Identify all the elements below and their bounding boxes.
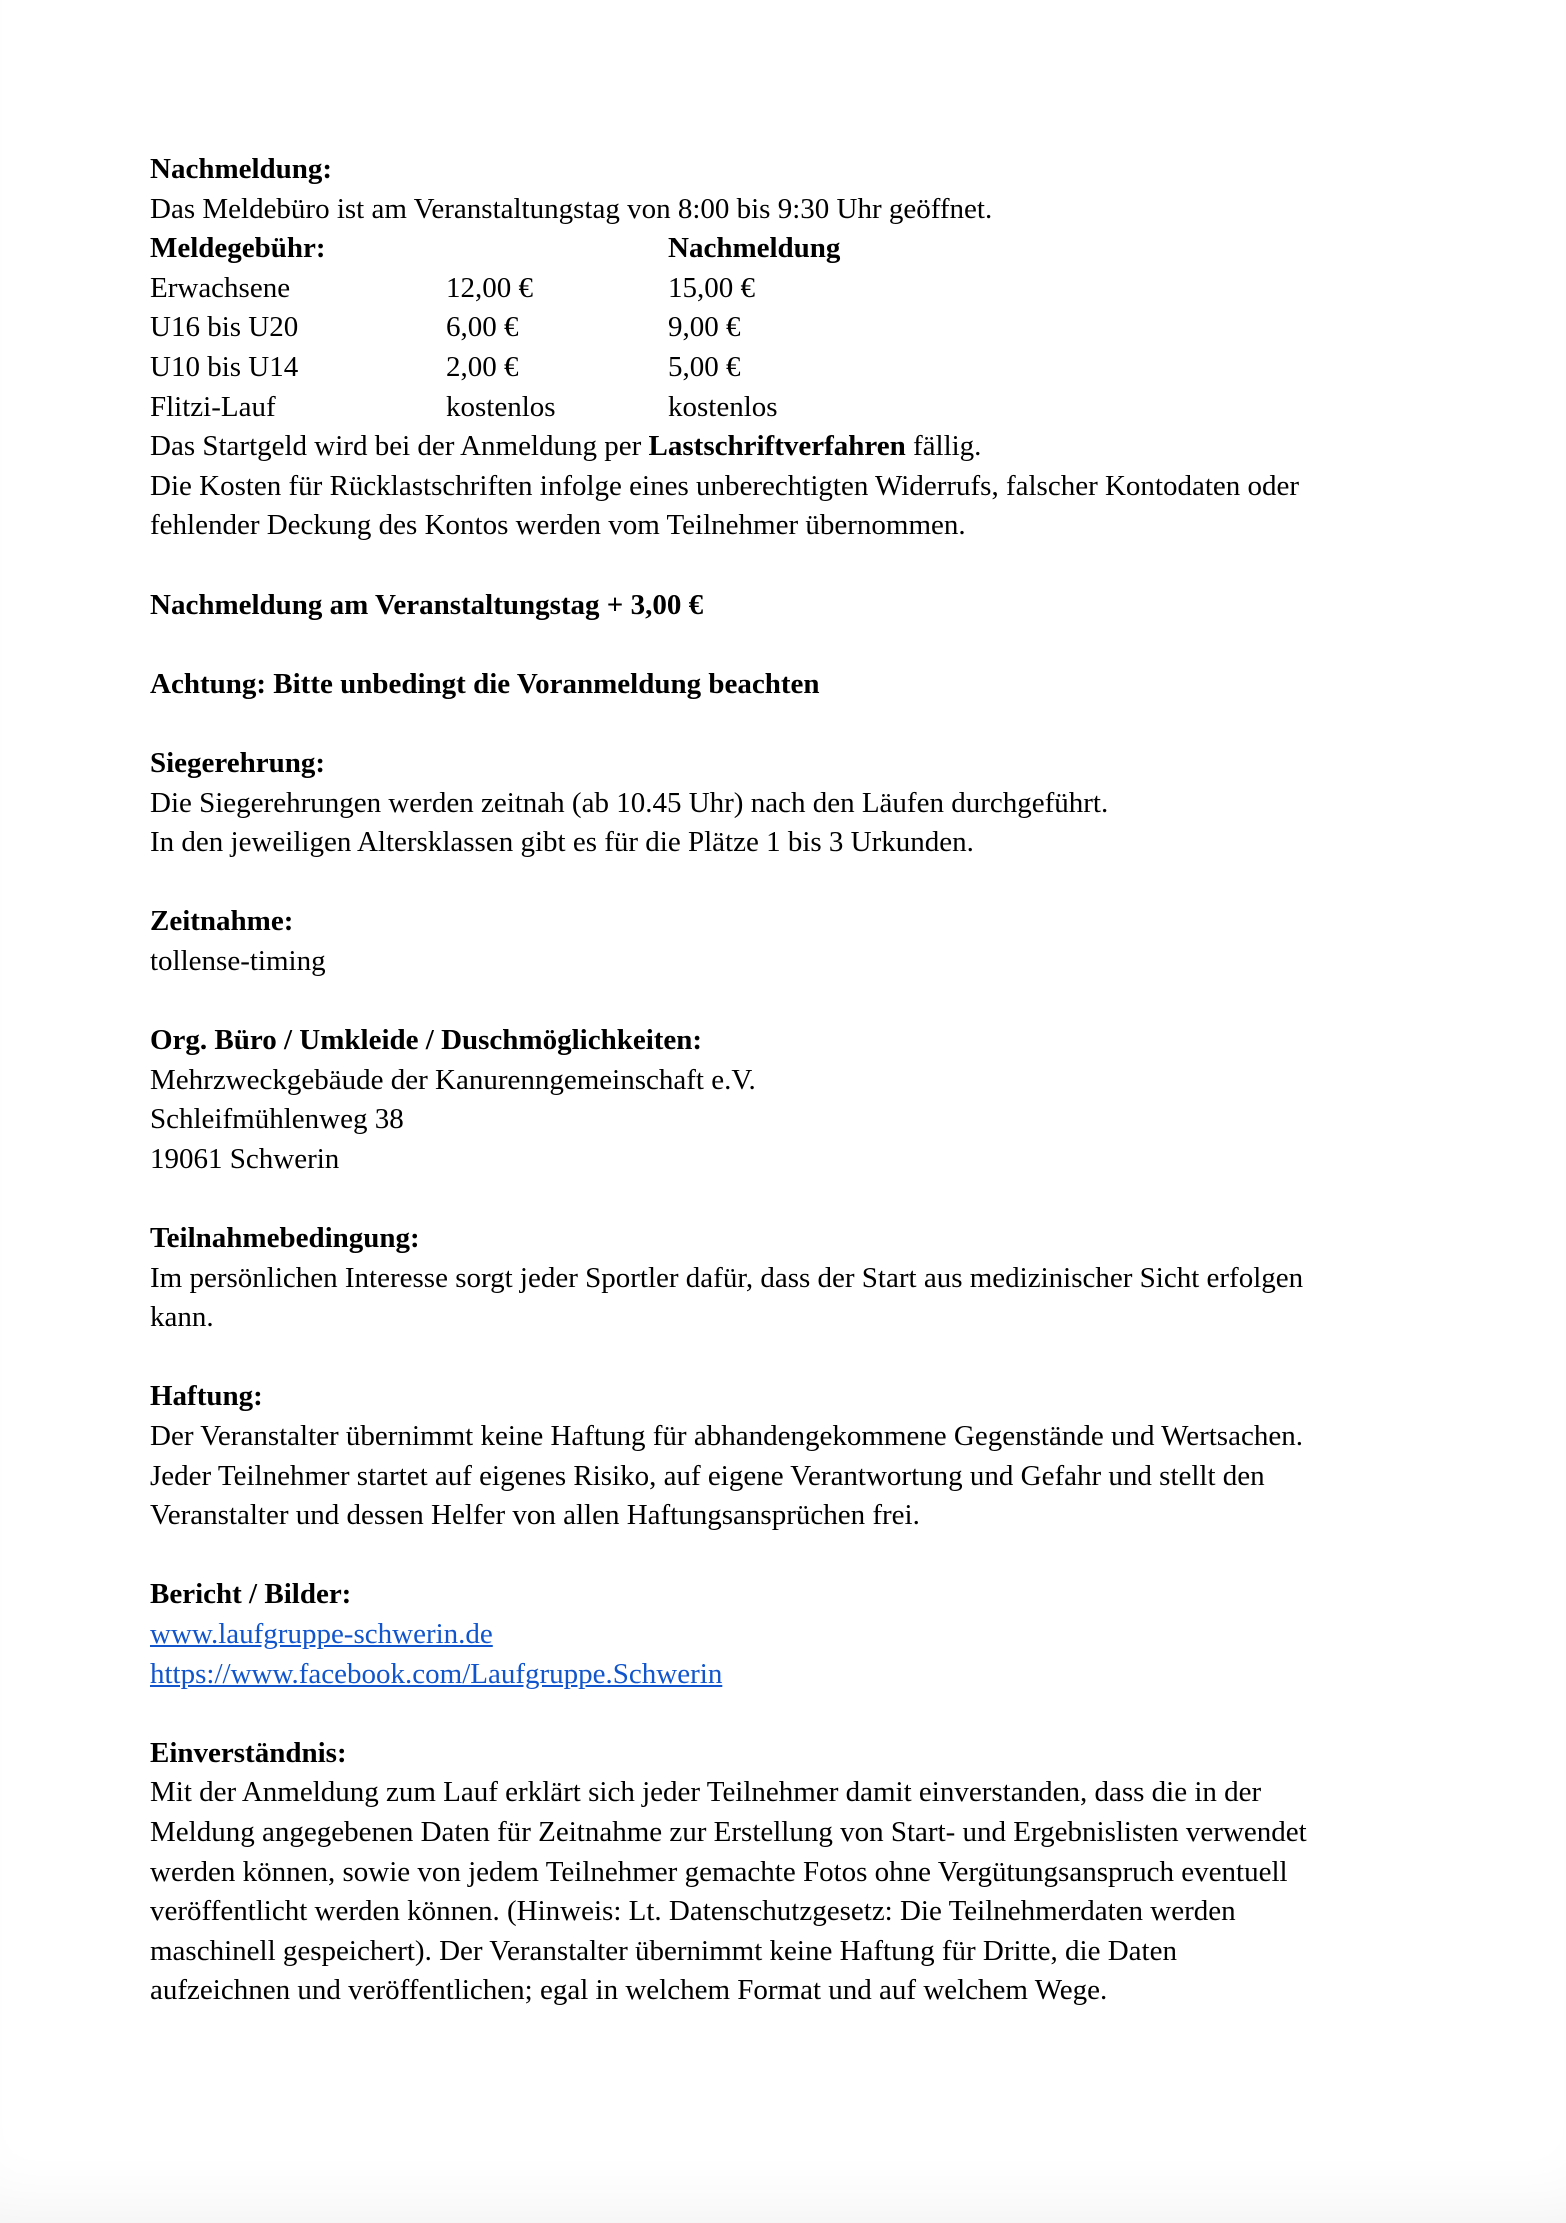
fee-category: U16 bis U20	[150, 311, 299, 344]
payment-text-pre: Das Startgeld wird bei der Anmeldung per	[150, 430, 649, 463]
fee-category: Flitzi-Lauf	[150, 390, 276, 423]
section-heading-bericht: Bericht / Bilder:	[150, 1578, 352, 1611]
einverstaendnis-text: veröffentlicht werden können. (Hinweis: Lt. Datenschutzgesetz: Die Teilnehmerdaten werden	[150, 1895, 1236, 1928]
fee-amount: 6,00 €	[446, 311, 519, 344]
attention-notice: Achtung: Bitte unbedingt die Voranmeldung beachten	[150, 667, 820, 700]
fee-row	[150, 269, 1430, 309]
payment-method-bold: Lastschriftverfahren	[648, 430, 906, 463]
fee-late-amount: kostenlos	[668, 390, 778, 423]
section-heading-siegerehrung: Siegerehrung:	[150, 746, 326, 779]
section-heading-einverstaendnis: Einverständnis:	[150, 1736, 347, 1769]
einverstaendnis-text: werden können, sowie von jedem Teilnehmer gemachte Fotos ohne Vergütungsanspruch eventuell	[150, 1855, 1288, 1888]
einverstaendnis-text: maschinell gespeichert). Der Veranstalter übernimmt keine Haftung für Dritte, die Daten	[150, 1934, 1177, 1967]
fee-late-amount: 9,00 €	[668, 311, 741, 344]
section-heading-nachmeldung: Nachmeldung:	[150, 153, 333, 185]
meldebuero-hours: Das Meldebüro ist am Veranstaltungstag von 8:00 bis 9:30 Uhr geöffnet.	[150, 192, 993, 225]
payment-chargeback-line: Die Kosten für Rücklastschriften infolge eines unberechtigten Widerrufs, falscher Kontodaten oder	[150, 469, 1300, 502]
address-line: 19061 Schwerin	[150, 1142, 340, 1175]
section-heading-zeitnahme: Zeitnahme:	[150, 905, 294, 938]
siegerehrung-text: Die Siegerehrungen werden zeitnah (ab 10.45 Uhr) nach den Läufen durchgeführt.	[150, 786, 1109, 819]
fee-amount: 12,00 €	[446, 271, 533, 304]
haftung-text: Jeder Teilnehmer startet auf eigenes Risiko, auf eigene Verantwortung und Gefahr und stellt den	[150, 1459, 1265, 1492]
siegerehrung-text: In den jeweiligen Altersklassen gibt es für die Plätze 1 bis 3 Urkunden.	[150, 826, 974, 859]
fee-row	[150, 348, 1430, 388]
payment-text-post: fällig.	[905, 430, 982, 463]
teilnahme-text: Im persönlichen Interesse sorgt jeder Sportler dafür, dass der Start aus medizinischer Sicht erfolgen	[150, 1261, 1304, 1294]
facebook-link[interactable]: https://www.facebook.com/Laufgruppe.Schwerin	[150, 1657, 723, 1690]
payment-method-line	[150, 427, 1430, 467]
fee-amount: kostenlos	[446, 390, 556, 423]
section-heading-haftung: Haftung:	[150, 1380, 263, 1413]
address-line: Mehrzweckgebäude der Kanurenngemeinschaft e.V.	[150, 1063, 756, 1096]
haftung-text: Veranstalter und dessen Helfer von allen Haftungsansprüchen frei.	[150, 1499, 920, 1532]
fee-row	[150, 388, 1430, 428]
fee-late-amount: 5,00 €	[668, 350, 741, 383]
einverstaendnis-text: Meldung angegebenen Daten für Zeitnahme zur Erstellung von Start- und Ergebnislisten verwendet	[150, 1815, 1307, 1848]
address-line: Schleifmühlenweg 38	[150, 1103, 404, 1136]
fee-header-label: Meldegebühr:	[150, 232, 326, 265]
website-link[interactable]: www.laufgruppe-schwerin.de	[150, 1617, 493, 1650]
fee-amount: 2,00 €	[446, 350, 519, 383]
einverstaendnis-text: Mit der Anmeldung zum Lauf erklärt sich jeder Teilnehmer damit einverstanden, dass die in der	[150, 1776, 1262, 1809]
section-heading-teilnahme: Teilnahmebedingung:	[150, 1222, 420, 1255]
fee-table-header	[150, 229, 1430, 269]
fee-category: Erwachsene	[150, 271, 291, 304]
fee-row	[150, 308, 1430, 348]
zeitnahme-text: tollense-timing	[150, 944, 326, 977]
late-surcharge-notice: Nachmeldung am Veranstaltungstag + 3,00 €	[150, 588, 704, 621]
document-body	[150, 150, 1430, 2011]
fee-header-spacer	[446, 229, 668, 269]
fee-header-late: Nachmeldung	[668, 232, 841, 265]
teilnahme-text: kann.	[150, 1301, 214, 1334]
einverstaendnis-text: aufzeichnen und veröffentlichen; egal in welchem Format und auf welchem Wege.	[150, 1974, 1108, 2007]
section-heading-buero: Org. Büro / Umkleide / Duschmöglichkeiten:	[150, 1024, 703, 1057]
fee-late-amount: 15,00 €	[668, 271, 755, 304]
fee-category: U10 bis U14	[150, 350, 299, 383]
haftung-text: Der Veranstalter übernimmt keine Haftung für abhandengekommene Gegenstände und Wertsachen.	[150, 1420, 1303, 1452]
payment-chargeback-line: fehlender Deckung des Kontos werden vom Teilnehmer übernommen.	[150, 509, 966, 542]
